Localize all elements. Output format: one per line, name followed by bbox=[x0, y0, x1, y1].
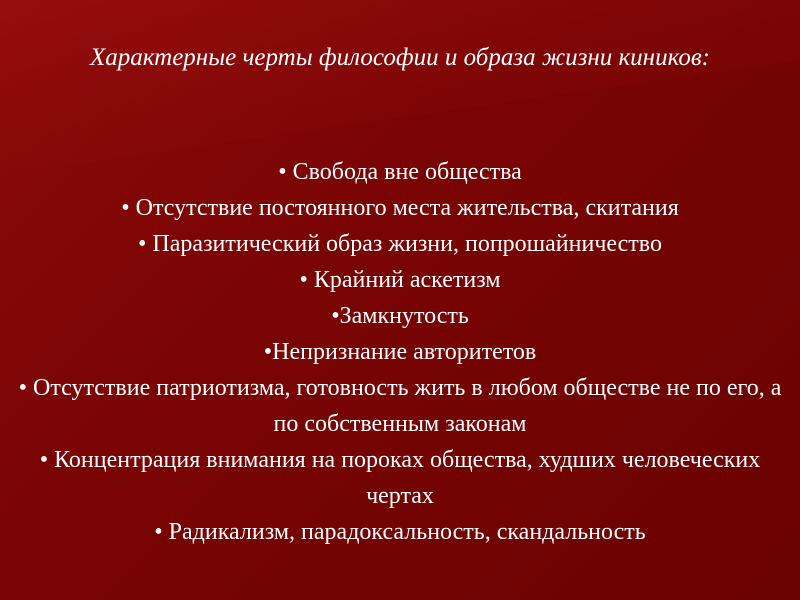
list-item: • Концентрация внимания на пороках общества, худших человеческих чертах bbox=[39, 447, 761, 509]
list-item: • Отсутствие патриотизма, готовность жить в любом обществе не по его, а по собственным законам bbox=[18, 375, 782, 437]
list-item: • Радикализм, парадоксальность, скандальность bbox=[154, 519, 646, 545]
list-item: • Свобода вне общества bbox=[278, 159, 522, 185]
list-item: • Паразитический образ жизни, попрошайничество bbox=[138, 231, 662, 257]
list-item: •Замкнутость bbox=[331, 303, 469, 329]
list-item: • Отсутствие постоянного места жительства, скитания bbox=[121, 195, 679, 221]
features-list bbox=[10, 154, 790, 550]
slide-title: Характерные черты философии и образа жизни киников: bbox=[90, 44, 710, 71]
list-item: • Крайний аскетизм bbox=[299, 267, 501, 293]
list-item: •Непризнание авторитетов bbox=[263, 339, 537, 365]
